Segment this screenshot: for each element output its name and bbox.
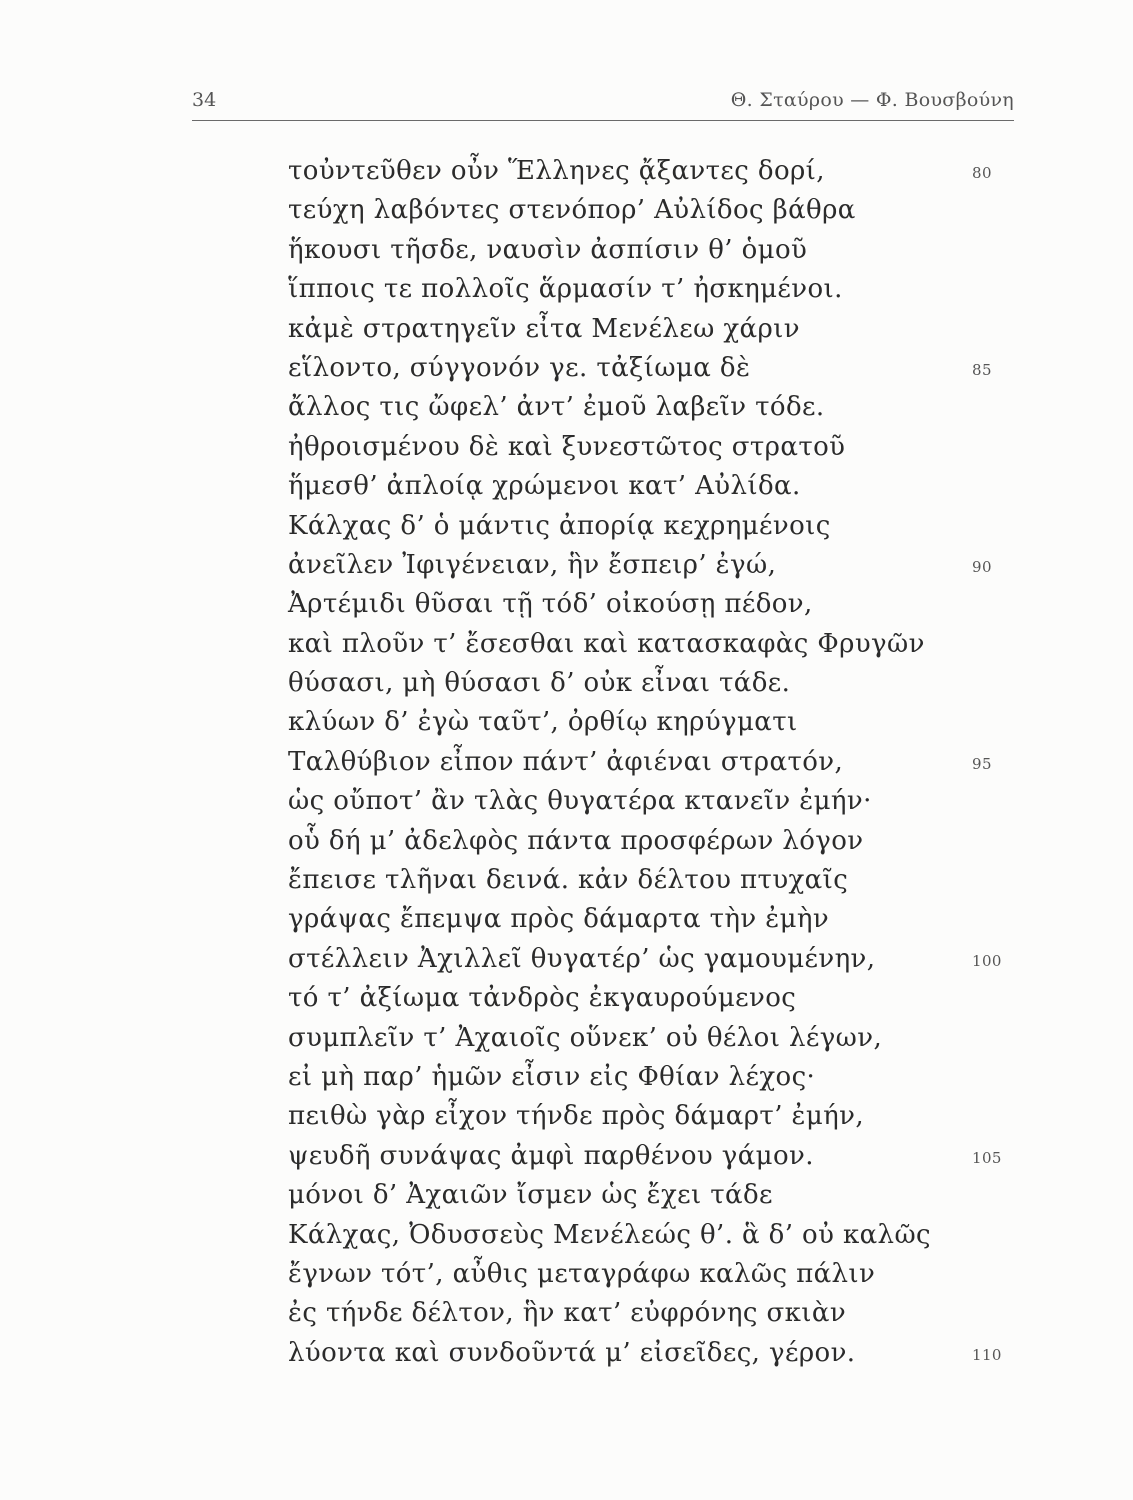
verse-line-text: πειθὼ γὰρ εἶχον τήνδε πρὸς δάμαρτ’ ἐμήν,	[288, 1101, 865, 1132]
verse-line	[288, 349, 1018, 388]
verse-line	[288, 822, 1018, 861]
verse-line-text: ἀνεῖλεν Ἰφιγένειαν, ἣν ἔσπειρ’ ἐγώ,	[288, 549, 777, 580]
verse-line	[288, 1216, 1018, 1255]
verse-line-text: στέλλειν Ἀχιλλεῖ θυγατέρ’ ὡς γαμουμένην,	[288, 943, 876, 974]
verse-line-text: ἥκουσι τῆσδε, ναυσὶν ἀσπίσιν θ’ ὁμοῦ	[288, 234, 808, 265]
line-number: 95	[972, 754, 992, 773]
verse-line-text: εἵλοντο, σύγγονόν γε. τἀξίωμα δὲ	[288, 352, 751, 383]
verse-line	[288, 152, 1018, 191]
verse-line-text: οὗ δή μ’ ἀδελφὸς πάντα προσφέρων λόγον	[288, 825, 864, 856]
verse-line-text: ἠθροισμένου δὲ καὶ ξυνεστῶτος στρατοῦ	[288, 431, 846, 462]
verse-line-text: κλύων δ’ ἐγὼ ταῦτ’, ὀρθίῳ κηρύγματι	[288, 707, 798, 738]
line-number: 80	[972, 164, 992, 182]
verse-line	[288, 1176, 1018, 1215]
verse-line	[288, 1334, 1018, 1373]
verse-line	[288, 625, 1018, 664]
verse-line-text: συμπλεῖν τ’ Ἀχαιοῖς οὕνεκ’ οὐ θέλοι λέγων,	[288, 1022, 883, 1053]
verse-line	[288, 782, 1018, 821]
verse-line	[288, 940, 1018, 979]
verse-line-text: τεύχη λαβόντες στενόπορ’ Αὐλίδος βάθρα	[288, 195, 856, 226]
line-number: 105	[972, 1148, 1002, 1167]
verse-line-text: ἄλλος τις ὤφελ’ ἀντ’ ἐμοῦ λαβεῖν τόδε.	[288, 392, 825, 423]
verse-line	[288, 1019, 1018, 1058]
verse-line	[288, 428, 1018, 467]
verse-line-text: τό τ’ ἀξίωμα τἀνδρὸς ἐκγαυρούμενος	[288, 983, 797, 1014]
verse-line-text: Ταλθύβιον εἶπον πάντ’ ἀφιέναι στρατόν,	[288, 746, 844, 777]
verse-line-text: ψευδῆ συνάψας ἀμφὶ παρθένου γάμον.	[288, 1140, 814, 1171]
verse-line-text: θύσασι, μὴ θύσασι δ’ οὐκ εἶναι τάδε.	[288, 668, 791, 699]
line-number: 85	[972, 360, 992, 379]
page-number: 34	[192, 89, 217, 111]
verse-line-text: λύοντα καὶ συνδοῦντά μ’ εἰσεῖδες, γέρον.	[288, 1337, 856, 1368]
verse-line-text: καὶ πλοῦν τ’ ἔσεσθαι καὶ κατασκαφὰς Φρυγῶν	[288, 628, 925, 659]
verse-line-text: ἐς τήνδε δέλτον, ἣν κατ’ εὐφρόνης σκιὰν	[288, 1298, 847, 1329]
verse-line-text: ἔπεισε τλῆναι δεινά. κἀν δέλτου πτυχαῖς	[288, 865, 849, 896]
verse-line-text: Κάλχας δ’ ὁ μάντις ἀπορίᾳ κεχρημένοις	[288, 510, 831, 541]
verse-line	[288, 191, 1018, 230]
verse-line-text: Κάλχας, Ὀδυσσεὺς Μενέλεώς θ’. ἃ δ’ οὐ καλῶς	[288, 1219, 932, 1250]
verse-line	[288, 310, 1018, 349]
verse-line	[288, 467, 1018, 506]
verse-line	[288, 900, 1018, 939]
verse-line	[288, 507, 1018, 546]
verse-line	[288, 270, 1018, 309]
verse-line	[288, 664, 1018, 703]
verse-line	[288, 703, 1018, 742]
verse-block	[288, 152, 1018, 1373]
verse-line-text: ὡς οὔποτ’ ἂν τλὰς θυγατέρα κτανεῖν ἐμήν·	[288, 786, 872, 817]
line-number: 90	[972, 557, 992, 576]
verse-line	[288, 388, 1018, 427]
verse-line	[288, 1255, 1018, 1294]
verse-line-text: εἰ μὴ παρ’ ἡμῶν εἶσιν εἰς Φθίαν λέχος·	[288, 1061, 816, 1092]
verse-line-text: ἔγνων τότ’, αὖθις μεταγράφω καλῶς πάλιν	[288, 1258, 876, 1289]
verse-line	[288, 861, 1018, 900]
page-header	[192, 86, 1014, 121]
verse-line	[288, 231, 1018, 270]
running-head: Θ. Σταύρου — Φ. Βουσβούνη	[730, 89, 1014, 111]
verse-line-text: ἥμεσθ’ ἀπλοίᾳ χρώμενοι κατ’ Αὐλίδα.	[288, 471, 801, 502]
verse-line-text: τοὐντεῦθεν οὖν Ἕλληνες ᾄξαντες δορί,	[288, 156, 825, 186]
verse-line	[288, 1294, 1018, 1333]
verse-line	[288, 585, 1018, 624]
verse-line	[288, 1058, 1018, 1097]
verse-line-text: γράψας ἔπεμψα πρὸς δάμαρτα τὴν ἐμὴν	[288, 904, 830, 935]
line-number: 110	[972, 1345, 1002, 1364]
verse-line	[288, 743, 1018, 782]
verse-line-text: κἀμὲ στρατηγεῖν εἶτα Μενέλεω χάριν	[288, 313, 800, 344]
verse-line	[288, 546, 1018, 585]
line-number: 100	[972, 951, 1002, 970]
verse-line-text: ἵπποις τε πολλοῖς ἅρμασίν τ’ ἠσκημένοι.	[288, 274, 843, 305]
verse-line	[288, 979, 1018, 1018]
verse-line	[288, 1097, 1018, 1136]
verse-line	[288, 1137, 1018, 1176]
verse-line-text: μόνοι δ’ Ἀχαιῶν ἴσμεν ὡς ἔχει τάδε	[288, 1180, 773, 1211]
verse-line-text: Ἀρτέμιδι θῦσαι τῇ τόδ’ οἰκούσῃ πέδον,	[288, 589, 813, 620]
